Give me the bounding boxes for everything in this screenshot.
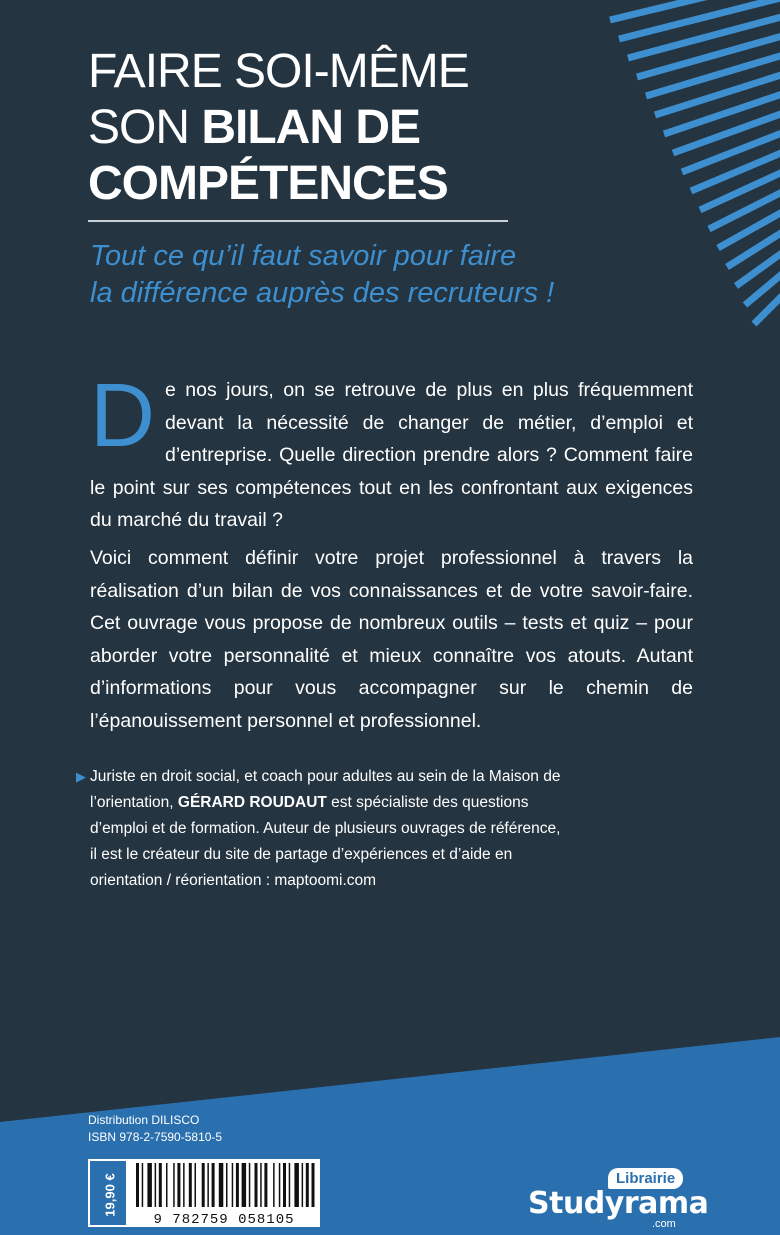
barcode-bar	[219, 1163, 224, 1207]
bio-text-after: est spécialiste des questions d’emploi et de formation. Auteur de plusieurs ouvrages de référence, il est le créateur du site de partage d’expériences et d’aide en orientation / réorientation : maptoomi.com	[90, 794, 561, 889]
barcode-bar	[283, 1163, 286, 1207]
barcode-bar	[159, 1163, 162, 1207]
barcode-bar	[302, 1163, 304, 1207]
barcode-bar	[142, 1163, 144, 1207]
title-line-1: FAIRE SOI-MÊME	[88, 45, 469, 98]
barcode-bar	[189, 1163, 192, 1207]
barcode-bar	[249, 1163, 251, 1207]
logo-tag: Librairie	[608, 1168, 683, 1189]
logo-name: Studyrama	[528, 1186, 709, 1221]
barcode-bar	[232, 1163, 234, 1207]
title-line-3	[88, 156, 608, 212]
barcode-bar	[294, 1163, 299, 1207]
barcode-bar	[195, 1163, 197, 1207]
triangle-right-icon: ▶	[76, 769, 86, 784]
barcode-bar	[166, 1163, 168, 1207]
barcode-bar	[147, 1163, 152, 1207]
barcode-bar	[136, 1163, 139, 1207]
title-line-2-light: SON	[88, 101, 202, 154]
barcode-bar	[279, 1163, 281, 1207]
barcode-bar	[202, 1163, 205, 1207]
barcode-bar	[264, 1163, 267, 1207]
bio-text-before: Juriste en droit social, et coach pour adultes au sein de la Maison de l’orientation,	[90, 768, 561, 811]
barcode-bar	[183, 1163, 185, 1207]
barcode-icon	[128, 1159, 320, 1227]
barcode	[128, 1159, 320, 1227]
author-name: GÉRARD ROUDAUT	[177, 794, 327, 811]
title-line-2-bold: BILAN DE	[201, 101, 421, 154]
title-divider	[88, 220, 508, 222]
barcode-digits: 9 782759 058105	[153, 1212, 295, 1227]
barcode-bar	[255, 1163, 258, 1207]
barcode-bar	[173, 1163, 175, 1207]
isbn-line: ISBN 978-2-7590-5810-5	[88, 1130, 223, 1144]
barcode-bar	[273, 1163, 275, 1207]
title-line-3-bold: COMPÉTENCES	[88, 157, 448, 210]
author-bio	[76, 764, 570, 894]
price-label: 19,90 €	[102, 1173, 118, 1217]
paragraph-1-text: e nos jours, on se retrouve de plus en plus fréquemment devant la nécessité de changer de métier, d’emploi et d’entreprise. Quelle direction prendre alors ? Comment faire le point sur ses compétences tout en les confrontant aux exigences du marché du travail ?	[90, 379, 693, 531]
price-box	[88, 1159, 128, 1227]
logo-suffix: .com	[652, 1218, 676, 1230]
publisher-logo	[528, 1168, 709, 1230]
barcode-bar	[177, 1163, 180, 1207]
body-paragraph-2: Voici comment définir votre projet professionnel à travers la réalisation d’un bilan de vos connaissances et de votre savoir-faire. Cet ouvrage vous propose de nombreux outils – tests et quiz – pour aborder votre personnalité et mieux connaître vos atouts. Autant d’informations pour vous accompagner sur le chemin de l’épanouissement personnel et professionnel.	[90, 547, 693, 732]
barcode-bar	[306, 1163, 309, 1207]
barcode-bar	[242, 1163, 247, 1207]
barcode-bar	[260, 1163, 262, 1207]
barcode-bar	[289, 1163, 291, 1207]
drop-cap: D	[90, 366, 155, 466]
book-title	[88, 44, 608, 212]
tagline-line-2: la différence auprès des recruteurs !	[90, 277, 555, 309]
tagline	[90, 238, 690, 312]
tagline-line-1: Tout ce qu’il faut savoir pour faire	[90, 240, 517, 272]
title-line-2	[88, 100, 608, 156]
distributor-line: Distribution DILISCO	[88, 1113, 200, 1127]
barcode-bar	[226, 1163, 228, 1207]
barcode-bar	[236, 1163, 239, 1207]
barcode-bar	[212, 1163, 215, 1207]
barcode-bar	[312, 1163, 315, 1207]
barcode-bar	[155, 1163, 157, 1207]
distribution-info	[88, 1112, 222, 1146]
barcode-bar	[207, 1163, 209, 1207]
body-paragraph-1	[90, 366, 693, 537]
